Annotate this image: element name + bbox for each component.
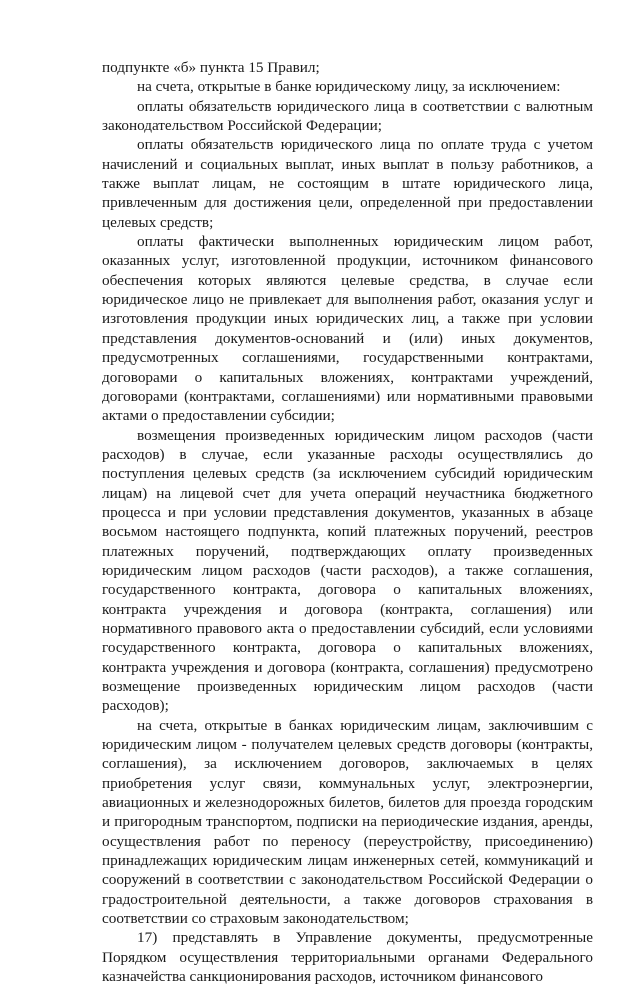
paragraph-currency-obligations: оплаты обязательств юридического лица в соответствии с валютным законодательством Российской Федерации;: [102, 97, 593, 135]
paragraph-continuation: подпункте «б» пункта 15 Правил;: [102, 59, 320, 76]
paragraph-completed-work: оплаты фактически выполненных юридическим лицом работ, оказанных услуг, изготовленной продукции, источником финансового обеспечения которых являются целевые средства, в случае если юридическое лицо не привлекает для выполнения работ, оказания услуг и изготовления продукции иных юридических лиц, а также при условии представления документов-оснований и (или) иных документов, предусмотренных соглашениями, государственными контрактами, договорами о капитальных вложениях, контрактами учреждений, договорами (контрактами, соглашениями) или нормативными правовыми актами о предоставлении субсидии;: [102, 233, 593, 425]
paragraph-contractor-accounts: на счета, открытые в банках юридическим лицам, заключившим с юридическим лицом - получателем целевых средств договоры (контракты, соглашения), за исключением договоров, заключаемых в целях приобретения услуг связи, коммунальных услуг, электроэнергии, авиационных и железнодорожных билетов, билетов для проезда городским и пригородным транспортом, подписки на периодические издания, аренды, осуществления работ по переносу (переустройству, присоединению) принадлежащих юридическим лицам инженерных сетей, коммуникаций и сооружений в соответствии с законодательством Российской Федерации о градостроительной деятельности, а также договоров страхования в соответствии со страховым законодательством;: [102, 716, 593, 928]
paragraph-bank-accounts: на счета, открытые в банке юридическому лицу, за исключением:: [137, 78, 561, 96]
document-page: [102, 58, 593, 987]
paragraph-expense-reimbursement: возмещения произведенных юридическим лицом расходов (части расходов) в случае, если указанные расходы осуществлялись до поступления целевых средств (за исключением субсидий юридическим лицам) на лицевой счет для учета операций неучастника бюджетного процесса и при условии представления документов, указанных в абзаце восьмом настоящего подпункта, копий платежных поручений, реестров платежных поручений, подтверждающих оплату произведенных юридическим лицом расходов (части расходов), а также соглашения, государственного контракта, договора о капитальных вложениях, контракта учреждения и договора (контракта, соглашения) или нормативного правового акта о предоставлении субсидий, если условиями государственного контракта, договора о капитальных вложениях, контракта учреждения и договора (контракта, соглашения) предусмотрено возмещение произведенных юридическим лицом расходов (части расходов);: [102, 426, 593, 715]
paragraph-labor-payments: оплаты обязательств юридического лица по оплате труда с учетом начислений и социальных выплат, иных выплат в пользу работников, а также выплат лицам, не состоящим в штате юридического лица, привлеченным для достижения цели, определенной при предоставлении целевых средств;: [102, 136, 593, 231]
paragraph-item-17: 17) представлять в Управление документы, предусмотренные Порядком осуществления территориальными органами Федерального казначейства санкционирования расходов, источником финансового: [102, 929, 593, 986]
